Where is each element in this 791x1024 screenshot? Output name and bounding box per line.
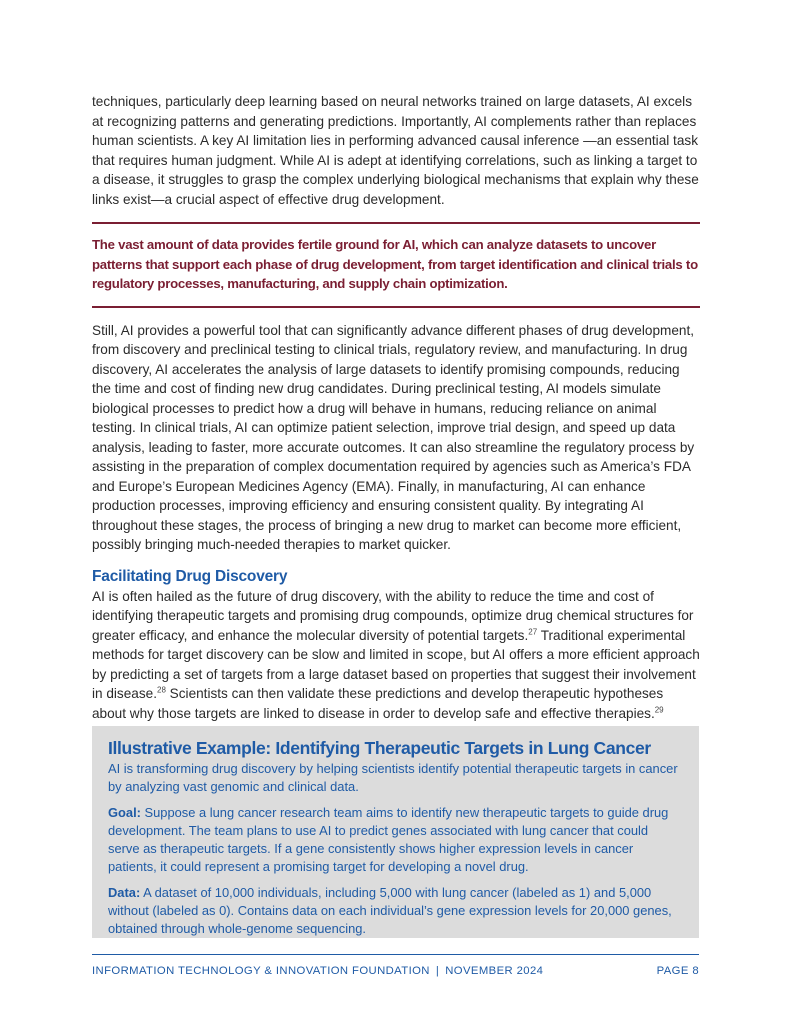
example-data xyxy=(108,884,683,938)
goal-label: Goal: xyxy=(108,805,141,820)
example-intro: AI is transforming drug discovery by helping scientists identify potential therapeutic targets in cancer by analyzing vast genomic and clinical data. xyxy=(108,761,678,794)
pull-quote xyxy=(92,222,700,308)
goal-text: Suppose a lung cancer research team aims to identify new therapeutic targets to guide drug development. The team plans to use AI to predict genes associated with lung cancer that could serve as therapeutic targets. If a gene consistently shows higher expression levels in cancer patients, it could represent a promising target for developing a novel drug. xyxy=(108,805,669,874)
section-heading: Facilitating Drug Discovery xyxy=(92,567,288,585)
footnote-ref-27[interactable]: 27 xyxy=(528,626,538,636)
example-goal xyxy=(108,804,683,876)
section-text-part1: AI is often hailed as the future of drug discovery, with the ability to reduce the time and cost of identifying therapeutic targets and promising drug compounds, optimize drug chemical structures for greater efficacy, and enhance the molecular diversity of potential targets. xyxy=(92,588,694,643)
illustrative-example-box xyxy=(92,726,699,938)
footer-organization: INFORMATION TECHNOLOGY & INNOVATION FOUNDATION xyxy=(92,965,430,977)
footer-separator: | xyxy=(435,965,440,977)
example-title: Illustrative Example: Identifying Therapeutic Targets in Lung Cancer xyxy=(108,738,651,758)
footer-date: NOVEMBER 2024 xyxy=(445,965,544,977)
section-text-part3: Scientists can then validate these predictions and develop therapeutic hypotheses about why those targets are linked to disease in order to develop safe and effective therapies. xyxy=(92,686,664,721)
footer-divider xyxy=(92,954,699,955)
page-number: PAGE 8 xyxy=(656,965,699,977)
footnote-ref-28[interactable]: 28 xyxy=(157,685,166,695)
page-content xyxy=(92,92,700,723)
intro-paragraph: techniques, particularly deep learning based on neural networks trained on large datasets, AI excels at recognizing patterns and generating predictions. Importantly, AI complements rather than replaces human scientists. A key AI limitation lies in performing advanced causal inference —an essential task that requires human judgment. While AI is adept at identifying correlations, such as linking a target to a disease, it struggles to grasp the complex underlying biological mechanisms that explain why these links exist—a crucial aspect of effective drug development. xyxy=(92,94,699,207)
footnote-ref-29[interactable]: 29 xyxy=(654,704,664,714)
section-paragraph xyxy=(92,587,700,724)
section-text-part2: Traditional experimental methods for target discovery can be slow and limited in scope, but AI offers a more efficient approach by predicting a set of targets from a large dataset based on properties that suggest their involvement in disease. xyxy=(92,627,700,701)
phases-paragraph: Still, AI provides a powerful tool that can significantly advance different phases of drug development, from discovery and preclinical testing to clinical trials, regulatory review, and manufacturing. In drug discovery, AI accelerates the analysis of large datasets to identify promising compounds, reducing the time and cost of finding new drug candidates. During preclinical testing, AI models simulate biological processes to predict how a drug will behave in humans, reducing reliance on animal testing. In clinical trials, AI can optimize patient selection, improve trial design, and speed up data analysis, leading to faster, more accurate outcomes. It can also streamline the regulatory process by assisting in the preparation of complex documentation required by agencies such as America’s FDA and Europe’s European Medicines Agency (EMA). Finally, in manufacturing, AI can enhance production processes, improving efficiency and ensuring consistent quality. By integrating AI throughout these stages, the process of bringing a new drug to market can become more efficient, possibly bringing much-needed therapies to market quicker. xyxy=(92,322,695,552)
data-label: Data: xyxy=(108,885,141,900)
data-text: A dataset of 10,000 individuals, including 5,000 with lung cancer (labeled as 1) and 5,000 without (labeled as 0). Contains data on each individual’s gene expression levels for 20,000 genes, obtained through whole-genome sequencing. xyxy=(108,885,672,936)
pull-quote-text: The vast amount of data provides fertile ground for AI, which can analyze datasets to uncover patterns that support each phase of drug development, from target identification and clinical trials to regulatory processes, manufacturing, and supply chain optimization. xyxy=(92,237,698,291)
page-footer xyxy=(92,963,699,979)
